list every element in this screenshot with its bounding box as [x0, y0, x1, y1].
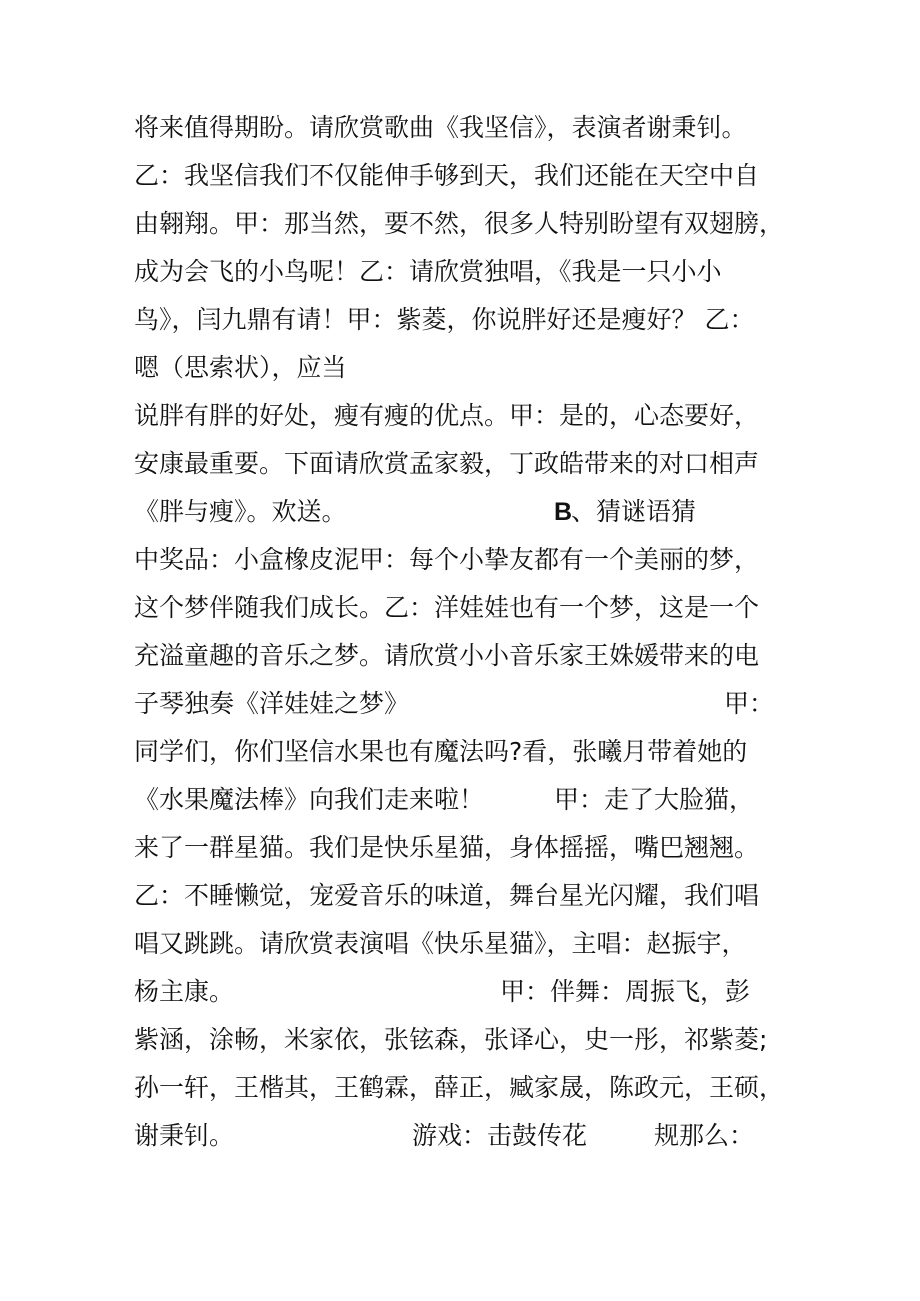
text-line-3-segment-1: 由翱翔。甲：那当然，要不然，很多人特别盼望有双翅膀，	[134, 209, 785, 238]
text-line-18	[134, 920, 814, 968]
body-text	[134, 104, 814, 1160]
text-line-6	[134, 344, 814, 392]
text-line-2-segment-1: 乙：我坚信我们不仅能伸手够到天，我们还能在天空中自	[134, 161, 760, 190]
text-line-9	[134, 488, 814, 536]
text-line-18-segment-1: 唱又跳跳。请欣赏表演唱《快乐星猫》，主唱：赵振宇，	[134, 929, 747, 958]
text-line-15-segment-1: 《水果魔法棒》向我们走来啦！	[134, 785, 485, 814]
text-line-13-segment-1: 子琴独奏《洋娃娃之梦》	[134, 689, 410, 718]
text-line-10-segment-1: 中奖品：小盒橡皮泥甲：每个小挚友都有一个美丽的梦，	[134, 545, 760, 574]
text-line-11	[134, 584, 814, 632]
text-line-12-segment-1: 充溢童趣的音乐之梦。请欣赏小小音乐家王姝媛带来的电	[134, 641, 760, 670]
text-line-7-segment-1: 说胖有胖的好处，瘦有瘦的优点。甲：是的，心态要好，	[134, 401, 760, 430]
text-line-5-segment-1: 鸟》，闫九鼎有请！甲：紫菱，你说胖好还是瘦好？ 乙：	[134, 305, 755, 334]
text-line-8-segment-1: 安康最重要。下面请欣赏孟家毅，丁政皓带来的对口相声	[134, 449, 760, 478]
text-line-4	[134, 248, 814, 296]
text-line-2	[134, 152, 814, 200]
text-line-14-segment-1: 同学们，你们坚信水果也有魔法吗?看，张曦月带着她的	[134, 737, 748, 766]
text-line-9-segment-3: 、猜谜语猜	[571, 497, 697, 526]
text-line-9-segment-1: 《胖与瘦》。欢送。	[134, 497, 347, 526]
text-line-11-segment-1: 这个梦伴随我们成长。乙：洋娃娃也有一个梦，这是一个	[134, 593, 760, 622]
text-line-8	[134, 440, 814, 488]
text-line-1-segment-1: 将来值得期盼。请欣赏歌曲《我坚信》，表演者谢秉钊。	[134, 113, 747, 142]
text-line-12	[134, 632, 814, 680]
text-line-16-segment-1: 来了一群星猫。我们是快乐星猫，身体摇摇，嘴巴翘翘。	[134, 833, 760, 862]
text-line-19-segment-1: 杨主康。	[134, 977, 235, 1006]
text-line-16	[134, 824, 814, 872]
text-line-5	[134, 296, 814, 344]
text-line-1	[134, 104, 814, 152]
text-line-21	[134, 1064, 814, 1112]
text-line-10	[134, 536, 814, 584]
text-line-13	[134, 680, 814, 728]
text-line-17-segment-1: 乙：不睡懒觉，宠爱音乐的味道，舞台星光闪耀，我们唱	[134, 881, 760, 910]
text-line-6-segment-1: 嗯（思索状），应当	[134, 353, 347, 382]
text-line-7	[134, 392, 814, 440]
text-line-17	[134, 872, 814, 920]
text-line-22-segment-3: 规那么：	[654, 1121, 755, 1150]
text-line-14	[134, 728, 814, 776]
text-line-19-segment-2: 甲：伴舞：周振飞，彭	[500, 977, 751, 1006]
text-line-13-segment-2: 甲：	[724, 689, 775, 718]
text-line-15-segment-2: 甲：走了大脸猫，	[554, 785, 755, 814]
text-line-22	[134, 1112, 814, 1160]
text-line-21-segment-1: 孙一轩，王楷其，王鹤霖，薛正，臧家晟，陈政元，王硕，	[134, 1073, 785, 1102]
text-line-15	[134, 776, 814, 824]
section-letter-b: B	[554, 498, 573, 526]
text-line-3	[134, 200, 814, 248]
text-line-19	[134, 968, 814, 1016]
text-line-20-segment-1: 紫涵，涂畅，米家依，张铉森，张译心，史一彤，祁紫菱;	[134, 1025, 768, 1054]
text-line-22-segment-1: 谢秉钊。	[134, 1121, 235, 1150]
text-line-20	[134, 1016, 814, 1064]
text-line-4-segment-1: 成为会飞的小鸟呢！乙：请欣赏独唱，《我是一只小小	[134, 257, 722, 286]
text-line-22-segment-2: 游戏：击鼓传花	[412, 1121, 588, 1150]
